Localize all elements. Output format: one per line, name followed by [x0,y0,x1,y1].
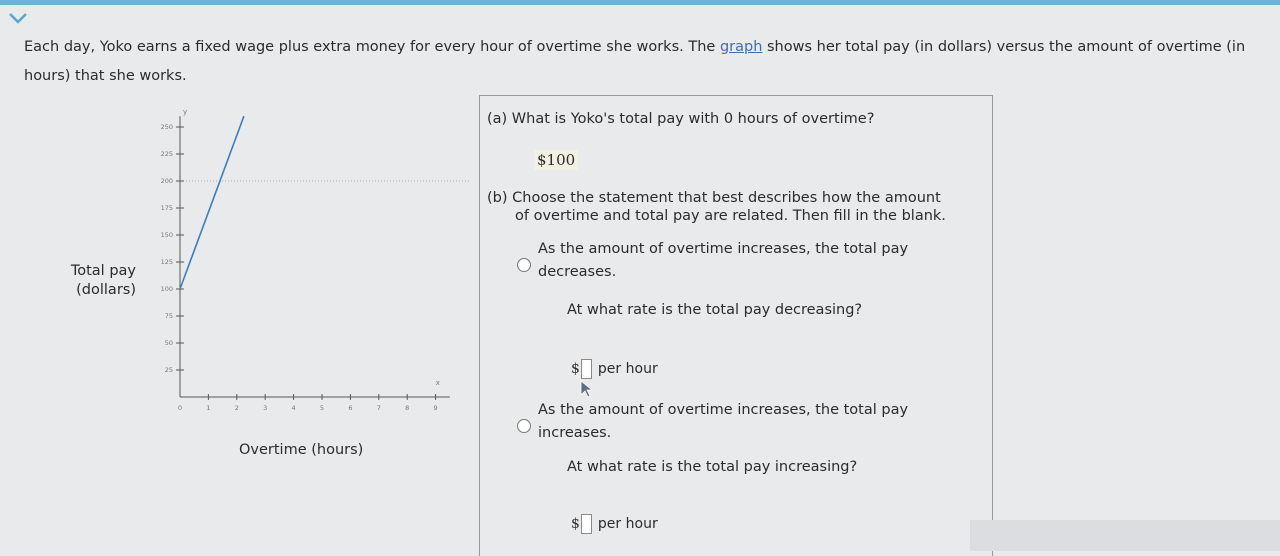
increasing-rate-row [571,514,658,534]
x-tick-label: 8 [405,404,410,412]
increasing-rate-question: At what rate is the total pay increasing? [567,459,858,475]
y-tick-label: 250 [160,123,173,131]
unit-label: per hour [597,516,658,532]
chevron-down-icon[interactable] [6,8,30,28]
y-tick-label: 50 [164,339,173,347]
y-tick-label: 175 [160,204,173,212]
currency-symbol: $ [571,361,580,377]
x-axis-letter: x [435,379,440,387]
y-tick-label: 75 [164,312,173,320]
currency-symbol: $ [571,516,580,532]
option-increases-line2: increases. [538,425,612,441]
x-tick-label: 9 [433,404,438,412]
decreasing-rate-question: At what rate is the total pay decreasing? [567,302,863,318]
x-tick-label: 5 [319,404,325,412]
y-tick-label: 25 [164,366,173,374]
graph-link[interactable]: graph [719,39,763,55]
option-increases-line1: As the amount of overtime increases, the total pay [538,402,909,418]
pay-line [180,116,244,289]
option-decreases-line1: As the amount of overtime increases, the total pay [538,241,909,257]
y-tick-label: 225 [160,150,173,158]
y-tick-label: 150 [160,231,173,239]
x-tick-label: 2 [234,404,239,412]
question-a: (a) What is Yoko's total pay with 0 hours of overtime? [487,111,875,127]
x-axis-label: Overtime (hours) [239,442,364,458]
x-tick-label: 6 [348,404,353,412]
option-decreases-line2: decreases. [538,264,617,280]
mouse-pointer-icon [580,380,594,398]
x-tick-label: 1 [206,404,211,412]
x-tick-label: 0 [177,404,183,412]
answer-a: $100 [534,150,578,170]
option-increases-radio[interactable] [517,419,531,433]
x-tick-label: 7 [376,404,381,412]
y-axis-letter: y [183,108,188,117]
y-tick-label: 200 [160,177,173,185]
y-tick-label: 100 [160,285,173,293]
problem-statement: Each day, Yoko earns a fixed wage plus extra money for every hour of overtime she works. The graph shows her total pay (in dollars) versus the amount of overtime (in hours) that she works. [24,39,1246,84]
y-axis-label: Total pay (dollars) [70,263,136,298]
option-decreases-radio[interactable] [517,258,531,272]
pay-graph [140,100,470,420]
decreasing-rate-input[interactable] [581,359,592,379]
unit-label: per hour [597,361,658,377]
top-bar [0,0,1280,5]
decreasing-rate-row [571,359,658,379]
x-tick-label: 4 [291,404,296,412]
y-tick-label: 125 [160,258,173,266]
question-b-line1: (b) Choose the statement that best describes how the amount [487,190,941,206]
question-b-line2: of overtime and total pay are related. Then fill in the blank. [515,208,946,224]
x-tick-label: 3 [263,404,268,412]
footer-strip [970,520,1280,551]
increasing-rate-input[interactable] [581,514,592,534]
